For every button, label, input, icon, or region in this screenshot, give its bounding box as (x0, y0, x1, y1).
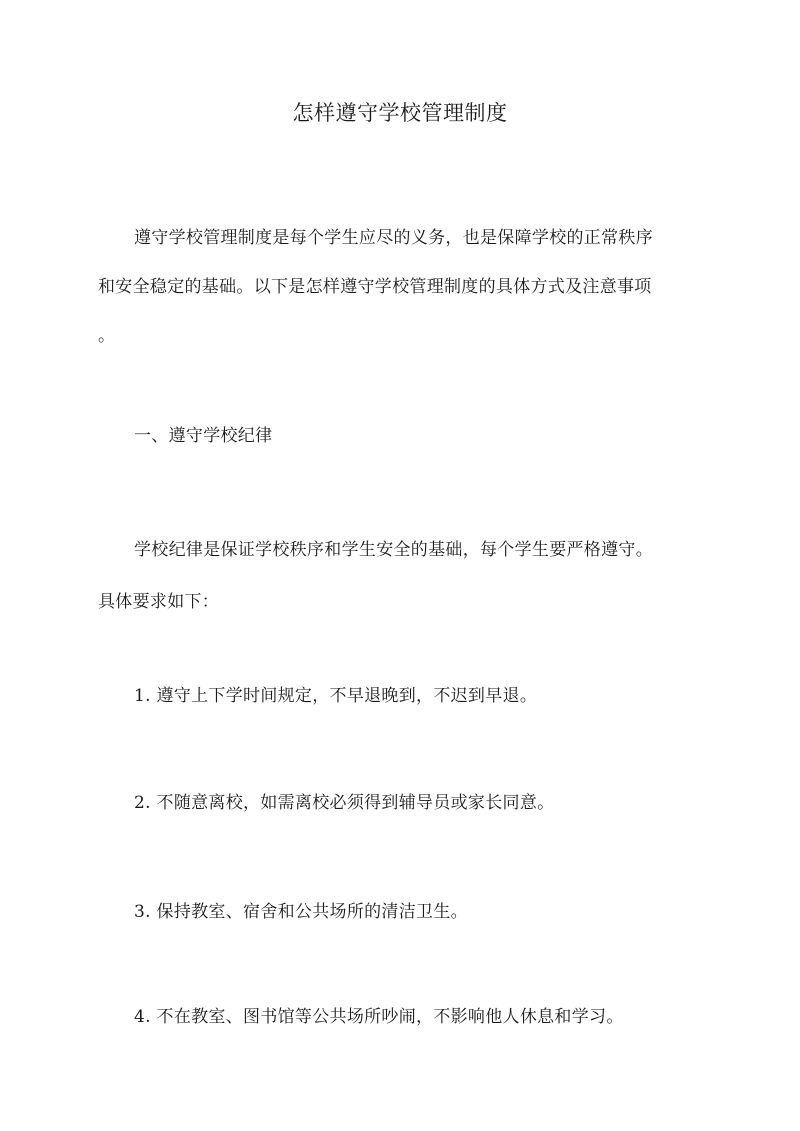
discipline-line-2: 具体要求如下： (98, 592, 220, 612)
intro-line-2: 和安全稳定的基础。以下是怎样遵守学校管理制度的具体方式及注意事项 (98, 277, 652, 297)
list-item: 2. 不随意离校，如需离校必须得到辅导员或家长同意。 (134, 793, 555, 813)
list-item: 4. 不在教室、图书馆等公共场所吵闹，不影响他人休息和学习。 (134, 1007, 624, 1027)
list-item: 1. 遵守上下学时间规定，不早退晚到，不迟到早退。 (134, 686, 538, 706)
intro-paragraph (98, 214, 702, 361)
list-item: 3. 保持教室、宿舍和公共场所的清洁卫生。 (134, 902, 468, 922)
section-heading: 一、遵守学校纪律 (134, 426, 273, 446)
document-title: 怎样遵守学校管理制度 (292, 101, 508, 125)
discipline-line-1: 学校纪律是保证学校秩序和学生安全的基础，每个学生要严格遵守。 (134, 540, 653, 560)
intro-line-3: 。 (98, 326, 116, 346)
intro-line-1: 遵守学校管理制度是每个学生应尽的义务，也是保障学校的正常秩序 (134, 228, 653, 248)
discipline-paragraph (98, 524, 702, 628)
